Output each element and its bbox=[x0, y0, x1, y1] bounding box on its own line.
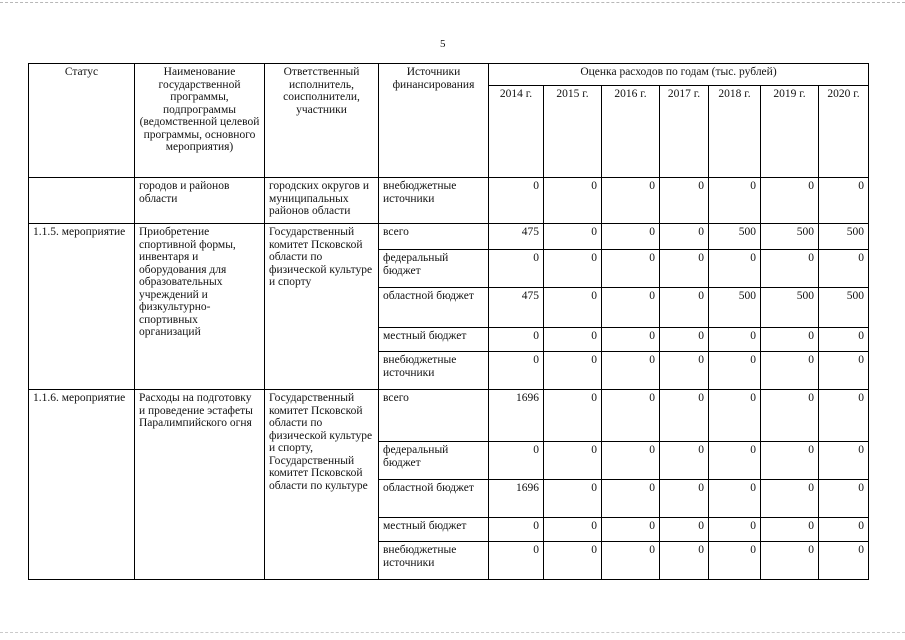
source-cell: местный бюджет bbox=[379, 518, 489, 542]
value-cell: 0 bbox=[544, 352, 602, 390]
status-cell: 1.1.6. мероприятие bbox=[29, 390, 135, 580]
value-cell: 0 bbox=[709, 390, 761, 442]
header-estimate: Оценка расходов по годам (тыс. рублей) bbox=[489, 64, 869, 86]
value-cell: 0 bbox=[761, 442, 819, 480]
value-cell: 0 bbox=[489, 542, 544, 580]
value-cell: 0 bbox=[660, 518, 709, 542]
value-cell: 0 bbox=[660, 390, 709, 442]
header-year: 2016 г. bbox=[602, 86, 660, 178]
value-cell: 0 bbox=[602, 480, 660, 518]
budget-table bbox=[28, 63, 869, 580]
status-cell: 1.1.5. мероприятие bbox=[29, 224, 135, 390]
value-cell: 0 bbox=[660, 288, 709, 328]
header-status: Статус bbox=[29, 64, 135, 178]
name-cell: городов и районов области bbox=[135, 178, 265, 224]
source-cell: внебюджетные источники bbox=[379, 178, 489, 224]
header-year: 2020 г. bbox=[819, 86, 869, 178]
header-year: 2015 г. bbox=[544, 86, 602, 178]
scan-border-top bbox=[0, 2, 905, 4]
value-cell: 0 bbox=[709, 442, 761, 480]
page-number: 5 bbox=[440, 38, 446, 50]
header-year: 2019 г. bbox=[761, 86, 819, 178]
source-cell: областной бюджет bbox=[379, 288, 489, 328]
source-cell: федеральный бюджет bbox=[379, 250, 489, 288]
status-cell bbox=[29, 178, 135, 224]
value-cell: 0 bbox=[761, 480, 819, 518]
value-cell: 0 bbox=[602, 328, 660, 352]
value-cell: 0 bbox=[544, 224, 602, 250]
value-cell: 0 bbox=[819, 178, 869, 224]
name-cell: Приобретение спортивной формы, инвентаря и оборудования для образовательных учреждений и физкультурно-спортивных организаций bbox=[135, 224, 265, 390]
value-cell: 0 bbox=[544, 518, 602, 542]
value-cell: 0 bbox=[761, 542, 819, 580]
value-cell: 0 bbox=[544, 542, 602, 580]
value-cell: 0 bbox=[544, 178, 602, 224]
value-cell: 0 bbox=[660, 352, 709, 390]
value-cell: 0 bbox=[819, 328, 869, 352]
value-cell: 500 bbox=[761, 288, 819, 328]
value-cell: 0 bbox=[819, 442, 869, 480]
value-cell: 0 bbox=[602, 352, 660, 390]
value-cell: 0 bbox=[544, 328, 602, 352]
value-cell: 500 bbox=[761, 224, 819, 250]
header-sources: Источники финансирования bbox=[379, 64, 489, 178]
value-cell: 0 bbox=[544, 390, 602, 442]
value-cell: 0 bbox=[544, 288, 602, 328]
source-cell: внебюджетные источники bbox=[379, 542, 489, 580]
table-row bbox=[29, 224, 869, 250]
value-cell: 0 bbox=[602, 390, 660, 442]
responsible-cell: городских округов и муниципальных районов области bbox=[265, 178, 379, 224]
source-cell: всего bbox=[379, 224, 489, 250]
source-cell: федеральный бюджет bbox=[379, 442, 489, 480]
header-responsible: Ответственный исполнитель, соисполнители, участники bbox=[265, 64, 379, 178]
source-cell: местный бюджет bbox=[379, 328, 489, 352]
value-cell: 0 bbox=[489, 328, 544, 352]
value-cell: 0 bbox=[544, 442, 602, 480]
value-cell: 0 bbox=[660, 442, 709, 480]
header-year: 2017 г. bbox=[660, 86, 709, 178]
value-cell: 0 bbox=[489, 442, 544, 480]
value-cell: 475 bbox=[489, 224, 544, 250]
value-cell: 0 bbox=[761, 518, 819, 542]
value-cell: 0 bbox=[819, 390, 869, 442]
responsible-cell: Государственный комитет Псковской области по физической культуре и спорту, Государственный комитет Псковской области по культуре bbox=[265, 390, 379, 580]
value-cell: 0 bbox=[761, 328, 819, 352]
value-cell: 0 bbox=[602, 442, 660, 480]
value-cell: 500 bbox=[819, 224, 869, 250]
value-cell: 500 bbox=[709, 288, 761, 328]
value-cell: 0 bbox=[544, 480, 602, 518]
value-cell: 475 bbox=[489, 288, 544, 328]
value-cell: 0 bbox=[602, 518, 660, 542]
value-cell: 0 bbox=[709, 352, 761, 390]
value-cell: 0 bbox=[544, 250, 602, 288]
value-cell: 0 bbox=[660, 178, 709, 224]
value-cell: 0 bbox=[761, 178, 819, 224]
value-cell: 0 bbox=[709, 178, 761, 224]
value-cell: 0 bbox=[709, 542, 761, 580]
value-cell: 0 bbox=[761, 352, 819, 390]
value-cell: 0 bbox=[602, 542, 660, 580]
value-cell: 0 bbox=[709, 328, 761, 352]
value-cell: 0 bbox=[761, 250, 819, 288]
value-cell: 1696 bbox=[489, 390, 544, 442]
value-cell: 0 bbox=[819, 352, 869, 390]
value-cell: 0 bbox=[660, 542, 709, 580]
table-row bbox=[29, 390, 869, 442]
value-cell: 0 bbox=[819, 480, 869, 518]
name-cell: Расходы на подготовку и проведение эстафеты Паралимпийского огня bbox=[135, 390, 265, 580]
value-cell: 0 bbox=[489, 250, 544, 288]
value-cell: 500 bbox=[709, 224, 761, 250]
value-cell: 0 bbox=[602, 288, 660, 328]
value-cell: 0 bbox=[660, 224, 709, 250]
value-cell: 0 bbox=[709, 480, 761, 518]
value-cell: 0 bbox=[819, 518, 869, 542]
value-cell: 0 bbox=[489, 518, 544, 542]
value-cell: 0 bbox=[660, 480, 709, 518]
value-cell: 0 bbox=[761, 390, 819, 442]
value-cell: 0 bbox=[602, 250, 660, 288]
value-cell: 0 bbox=[489, 352, 544, 390]
value-cell: 0 bbox=[602, 178, 660, 224]
header-name: Наименование государственной программы, подпрограммы (ведомственной целевой программы, основного мероприятия) bbox=[135, 64, 265, 178]
scan-border-bottom bbox=[0, 632, 905, 634]
value-cell: 1696 bbox=[489, 480, 544, 518]
source-cell: внебюджетные источники bbox=[379, 352, 489, 390]
value-cell: 0 bbox=[709, 250, 761, 288]
value-cell: 500 bbox=[819, 288, 869, 328]
table-row bbox=[29, 178, 869, 224]
value-cell: 0 bbox=[709, 518, 761, 542]
header-year: 2014 г. bbox=[489, 86, 544, 178]
header-year: 2018 г. bbox=[709, 86, 761, 178]
value-cell: 0 bbox=[660, 328, 709, 352]
source-cell: всего bbox=[379, 390, 489, 442]
source-cell: областной бюджет bbox=[379, 480, 489, 518]
value-cell: 0 bbox=[819, 250, 869, 288]
value-cell: 0 bbox=[819, 542, 869, 580]
value-cell: 0 bbox=[660, 250, 709, 288]
responsible-cell: Государственный комитет Псковской области по физической культуре и спорту bbox=[265, 224, 379, 390]
value-cell: 0 bbox=[489, 178, 544, 224]
value-cell: 0 bbox=[602, 224, 660, 250]
